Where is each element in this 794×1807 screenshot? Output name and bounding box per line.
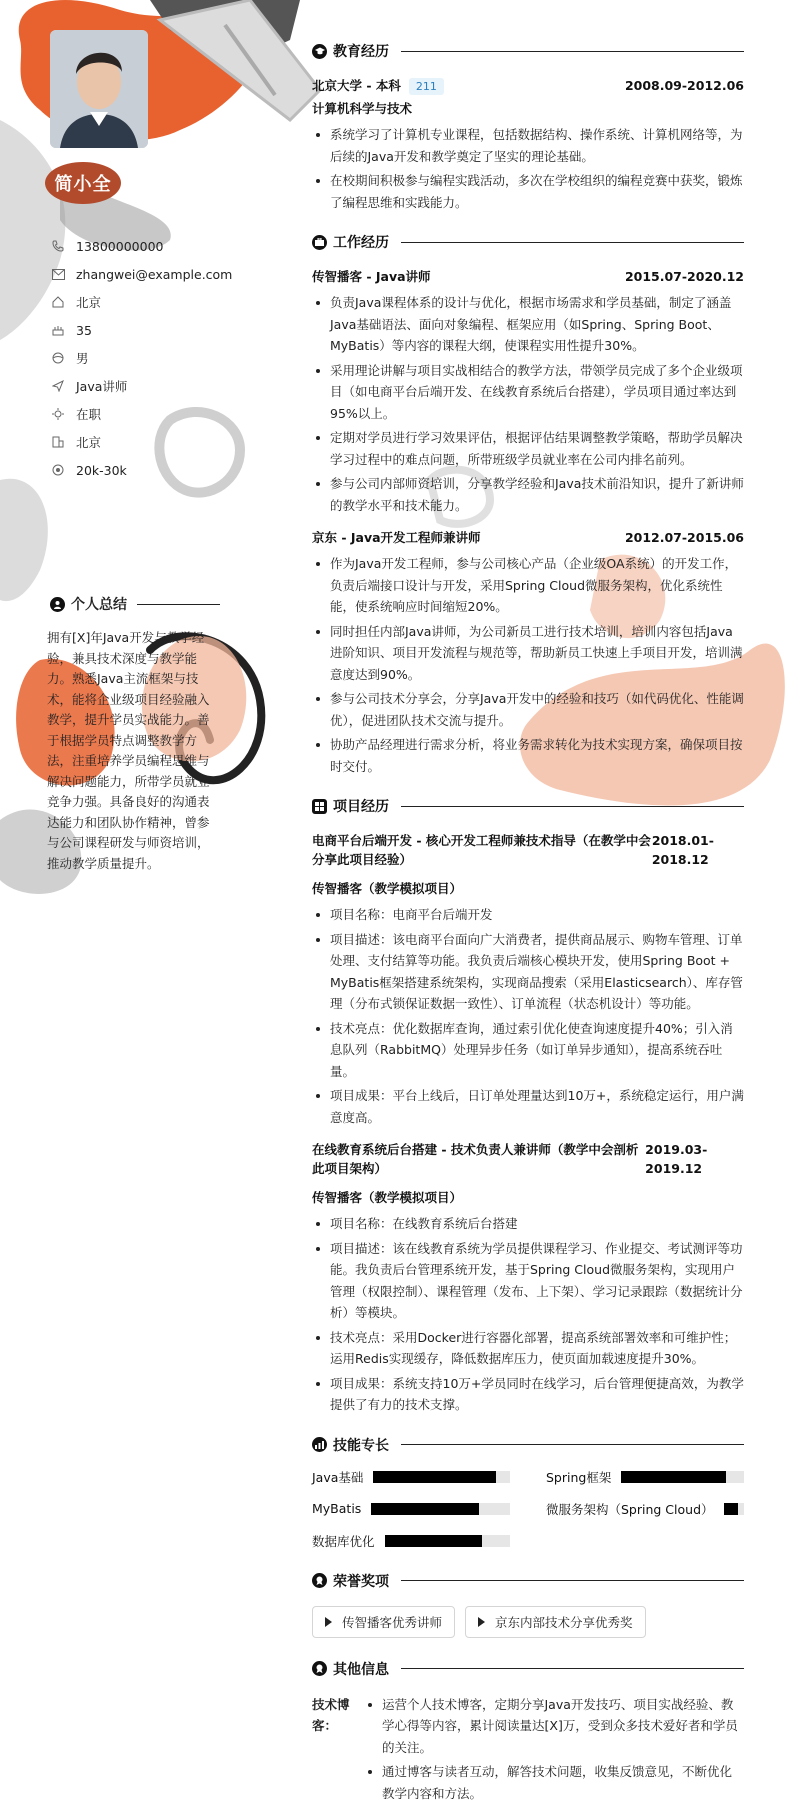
honor-tag [465,1606,646,1638]
avatar [50,30,148,148]
list-item: 技术亮点：优化数据库查询，通过索引优化使查询速度提升40%；引入消息队列（RabbitMQ）处理异步任务（如订单异步通知），提高系统吞吐量。 [312,1018,744,1083]
education-entry-head [312,76,744,95]
honor-label: 京东内部技术分享优秀奖 [495,1613,633,1631]
list-item: 负责Java课程体系的设计与优化，根据市场需求和学员基础，制定了涵盖Java基础语法、面向对象编程、框架应用（如Spring、Spring Boot、MyBatis）等内容的课程大纲，使课程实用性提升30%。 [312,292,744,357]
other-divider [401,1668,744,1669]
info-position [50,372,240,400]
skill-bar [621,1471,744,1483]
project-entry-2 [312,1140,744,1416]
education-major: 计算机科学与技术 [312,99,744,118]
education-school-line [312,76,444,95]
project-entry-1 [312,831,744,1128]
info-age [50,316,240,344]
project-date: 2019.03-2019.12 [645,1140,744,1178]
list-item: 参与公司内部师资培训，分享教学经验和Java技术前沿知识，提升了新讲师的教学水平和技术能力。 [312,473,744,516]
other-blog-row [312,1694,744,1807]
skill-name: 微服务架构（Spring Cloud） [546,1500,714,1518]
skill-name: 数据库优化 [312,1532,375,1550]
phone-icon [50,238,66,254]
projects-divider [401,806,744,807]
list-item: 技术亮点：采用Docker进行容器化部署，提高系统部署效率和可维护性；运用Redis实现缓存，降低数据库压力，使页面加载速度提升30%。 [312,1327,744,1370]
skill-item [312,1500,510,1518]
project-entry-head [312,831,744,869]
list-item: 定期对学员进行学习效果评估，根据评估结果调整教学策略，帮助学员解决学习过程中的难点问题，所带班级学员就业率在公司内排名前列。 [312,427,744,470]
salary-value: 20k-30k [76,463,127,478]
avatar-illustration [50,30,148,148]
education-bullets [312,124,744,213]
user-icon [50,597,65,612]
mail-icon [50,266,66,282]
project-org: 传智播客（教学模拟项目） [312,879,744,898]
award-icon [312,1573,327,1588]
list-item: 运营个人技术博客，定期分享Java开发技巧、项目实战经验、教学心得等内容，累计阅读量达[X]万，受到众多技术爱好者和学员的关注。 [364,1694,744,1759]
project-org: 传智播客（教学模拟项目） [312,1188,744,1207]
status-value: 在职 [76,405,101,423]
skill-item [546,1500,744,1518]
list-item: 项目名称：在线教育系统后台搭建 [312,1213,744,1235]
projects-title: 项目经历 [333,796,389,816]
blog-label: 技术博客： [312,1694,364,1807]
projects-header [312,795,744,817]
graduation-cap-icon [312,44,327,59]
age-value: 35 [76,323,92,338]
list-item: 采用理论讲解与项目实战相结合的教学方法，带领学员完成了多个企业级项目（如电商平台后端开发、在线教育系统后台搭建），学员项目通过率达到95%以上。 [312,360,744,425]
project-bullets [312,1213,744,1416]
list-item: 同时担任内部Java讲师，为公司新员工进行技术培训，培训内容包括Java进阶知识、项目开发流程与规范等，帮助新员工快速上手项目开发，培训满意度达到90%。 [312,621,744,686]
info-location [50,428,240,456]
list-item: 作为Java开发工程师，参与公司核心产品（企业级OA系统）的开发工作，负责后端接口设计与开发，采用Spring Cloud微服务架构，优化系统性能，使系统响应时间缩短20%。 [312,553,744,618]
summary-title: 个人总结 [71,594,127,614]
info-phone [50,232,240,260]
skill-bar [373,1471,510,1483]
project-entry-head [312,1140,744,1178]
skill-bar [724,1503,744,1515]
skill-bar-fill [724,1503,738,1515]
education-header [312,40,744,62]
honor-tag [312,1606,455,1638]
job-bullets [312,292,744,516]
skills-divider [401,1444,744,1445]
phone-value: 13800000000 [76,239,163,254]
skill-item [312,1468,510,1486]
honors-header [312,1570,744,1592]
gender-icon [50,350,66,366]
honors-divider [401,1580,744,1581]
info-status [50,400,240,428]
skill-bar [371,1503,510,1515]
list-item: 系统学习了计算机专业课程，包括数据结构、操作系统、计算机网络等，为后续的Java开发和教学奠定了坚实的理论基础。 [312,124,744,167]
job-title: 京东 - Java开发工程师兼讲师 [312,528,481,547]
work-entry-2 [312,528,744,777]
skill-bar-fill [371,1503,479,1515]
job-date: 2012.07-2015.06 [625,528,744,547]
job-bullets [312,553,744,777]
project-title: 在线教育系统后台搭建 - 技术负责人兼讲师（教学中会剖析此项目架构） [312,1140,645,1178]
list-item: 通过博客与读者互动，解答技术问题，收集反馈意见，不断优化教学内容和方法。 [364,1761,744,1804]
honors-title: 荣誉奖项 [333,1571,389,1591]
info-email [50,260,240,288]
main-content [312,40,744,1807]
email-value: zhangwei@example.com [76,267,232,282]
work-entry-1 [312,267,744,516]
skill-item [546,1468,744,1486]
contact-info-list [50,232,240,484]
list-item: 项目描述：该电商平台面向广大消费者，提供商品展示、购物车管理、订单处理、支付结算等功能。我负责后端核心模块开发，使用Spring Boot + MyBatis框架搭建系统架构，实现商品搜索（采用Elasticsearch）、库存管理（分布式锁保证数据一致性）、订单流程（状态机设计）等功能。 [312,929,744,1015]
info-salary [50,456,240,484]
chart-bars-icon [312,1437,327,1452]
building-icon [50,434,66,450]
education-entry [312,76,744,213]
list-item: 项目名称：电商平台后端开发 [312,904,744,926]
work-entry-head [312,528,744,547]
summary-text: 拥有[X]年Java开发与教学经验，兼具技术深度与教学能力。熟悉Java主流框架与技术，能将企业级项目经验融入教学，提升学员实战能力。善于根据学员特点调整教学方法，注重培养学员编程思维与解决问题能力，所带学员就业竞争力强。具备良好的沟通表达能力和团队协作精神，曾参与公司课程研发与师资培训，推动教学质量提升。 [47,628,215,874]
skill-name: Spring框架 [546,1468,611,1486]
salary-icon [50,462,66,478]
location-value: 北京 [76,433,101,451]
list-item: 参与公司技术分享会，分享Java开发中的经验和技巧（如代码优化、性能调优），促进团队技术交流与提升。 [312,688,744,731]
gender-value: 男 [76,349,89,367]
project-title: 电商平台后端开发 - 核心开发工程师兼技术指导（在教学中会分享此项目经验） [312,831,652,869]
list-item: 项目成果：平台上线后，日订单处理量达到10万+，系统稳定运行，用户满意度高。 [312,1085,744,1128]
other-header [312,1658,744,1680]
skill-bar-fill [385,1535,483,1547]
work-title: 工作经历 [333,232,389,252]
info-icon [312,1661,327,1676]
summary-divider [137,604,220,605]
skills-grid [312,1468,744,1550]
school-tag-badge: 211 [409,78,444,95]
info-city [50,288,240,316]
skill-bar-fill [621,1471,725,1483]
honors-list [312,1606,744,1638]
job-date: 2015.07-2020.12 [625,267,744,286]
home-icon [50,294,66,310]
list-item: 协助产品经理进行需求分析，将业务需求转化为技术实现方案，确保项目按时交付。 [312,734,744,777]
blog-bullets [364,1694,744,1807]
school-name: 北京大学 - 本科 [312,78,401,93]
list-item: 项目成果：系统支持10万+学员同时在线学习，后台管理便捷高效，为教学提供了有力的技术支撑。 [312,1373,744,1416]
skill-item [312,1532,510,1550]
education-divider [401,51,744,52]
work-header [312,231,744,253]
education-title: 教育经历 [333,41,389,61]
candidate-name: 简小全 [45,162,121,204]
work-divider [401,242,744,243]
project-date: 2018.01-2018.12 [652,831,744,869]
skill-name: MyBatis [312,1501,361,1516]
sidebar [0,0,260,1780]
status-icon [50,406,66,422]
project-bullets [312,904,744,1128]
grid-icon [312,799,327,814]
info-gender [50,344,240,372]
skill-name: Java基础 [312,1468,363,1486]
play-icon [478,1617,485,1627]
briefcase-icon [312,235,327,250]
education-date: 2008.09-2012.06 [625,76,744,95]
other-title: 其他信息 [333,1659,389,1679]
skill-bar-fill [373,1471,496,1483]
skill-bar [385,1535,510,1547]
honor-label: 传智播客优秀讲师 [342,1613,442,1631]
list-item: 在校期间积极参与编程实践活动，多次在学校组织的编程竞赛中获奖，锻炼了编程思维和实践能力。 [312,170,744,213]
city-value: 北京 [76,293,101,311]
summary-header [50,594,220,614]
position-value: Java讲师 [76,377,127,395]
skills-header [312,1434,744,1456]
play-icon [325,1617,332,1627]
work-entry-head [312,267,744,286]
skills-title: 技能专长 [333,1435,389,1455]
list-item: 项目描述：该在线教育系统为学员提供课程学习、作业提交、考试测评等功能。我负责后台管理系统开发，基于Spring Cloud微服务架构，实现用户管理（权限控制）、课程管理（发布、上下架）、学习记录跟踪（数据统计分析）等模块。 [312,1238,744,1324]
send-icon [50,378,66,394]
job-title: 传智播客 - Java讲师 [312,267,431,286]
age-icon [50,322,66,338]
